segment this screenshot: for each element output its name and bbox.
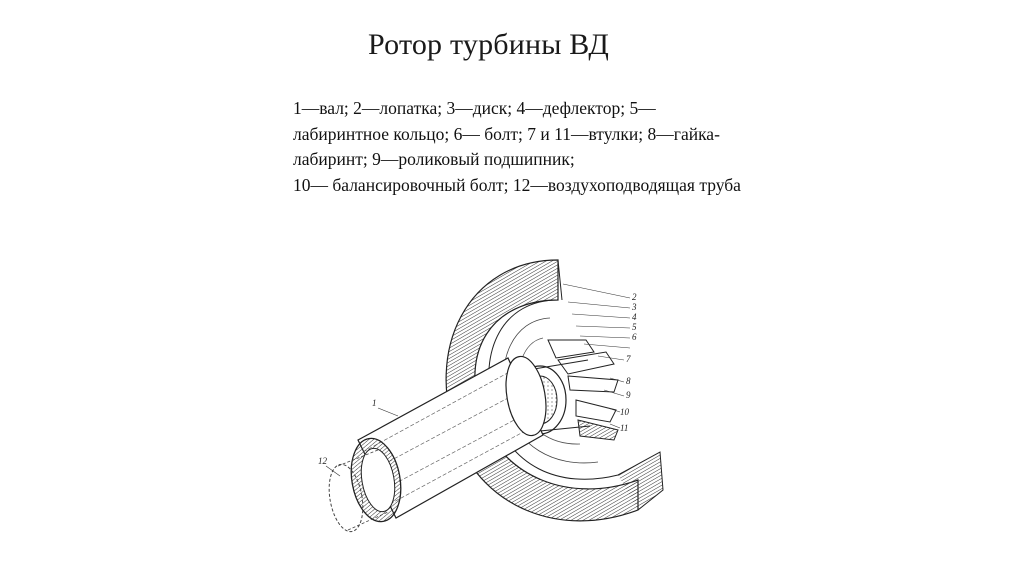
slide-title: Ротор турбины ВД bbox=[368, 28, 610, 61]
caption-line-3: лабиринт; 9—роликовый подшипник; bbox=[293, 149, 575, 169]
callout-8: 8 bbox=[626, 376, 631, 386]
callout-6: 6 bbox=[632, 332, 637, 342]
callout-9: 9 bbox=[626, 390, 631, 400]
caption-line-2: лабиринтное кольцо; 6— болт; 7 и 11—втулки; 8—гайка- bbox=[293, 123, 720, 144]
turbine-rotor-drawing bbox=[318, 240, 664, 548]
callout-2: 2 bbox=[632, 292, 637, 302]
callout-3: 3 bbox=[632, 302, 637, 312]
callout-1: 1 bbox=[372, 398, 377, 408]
callout-10: 10 bbox=[620, 407, 629, 417]
callout-12: 12 bbox=[318, 456, 327, 466]
callout-4: 4 bbox=[632, 312, 637, 322]
caption-line-1: 1—вал; 2—лопатка; 3—диск; 4—дефлектор; 5— bbox=[293, 98, 656, 118]
callout-7: 7 bbox=[626, 354, 631, 364]
callout-5: 5 bbox=[632, 322, 637, 332]
turbine-rotor-svg bbox=[318, 240, 664, 548]
figure-caption bbox=[293, 96, 893, 198]
caption-line-4: 10— балансировочный болт; 12—воздухоподводящая труба bbox=[293, 174, 741, 195]
callout-11: 11 bbox=[620, 423, 629, 433]
